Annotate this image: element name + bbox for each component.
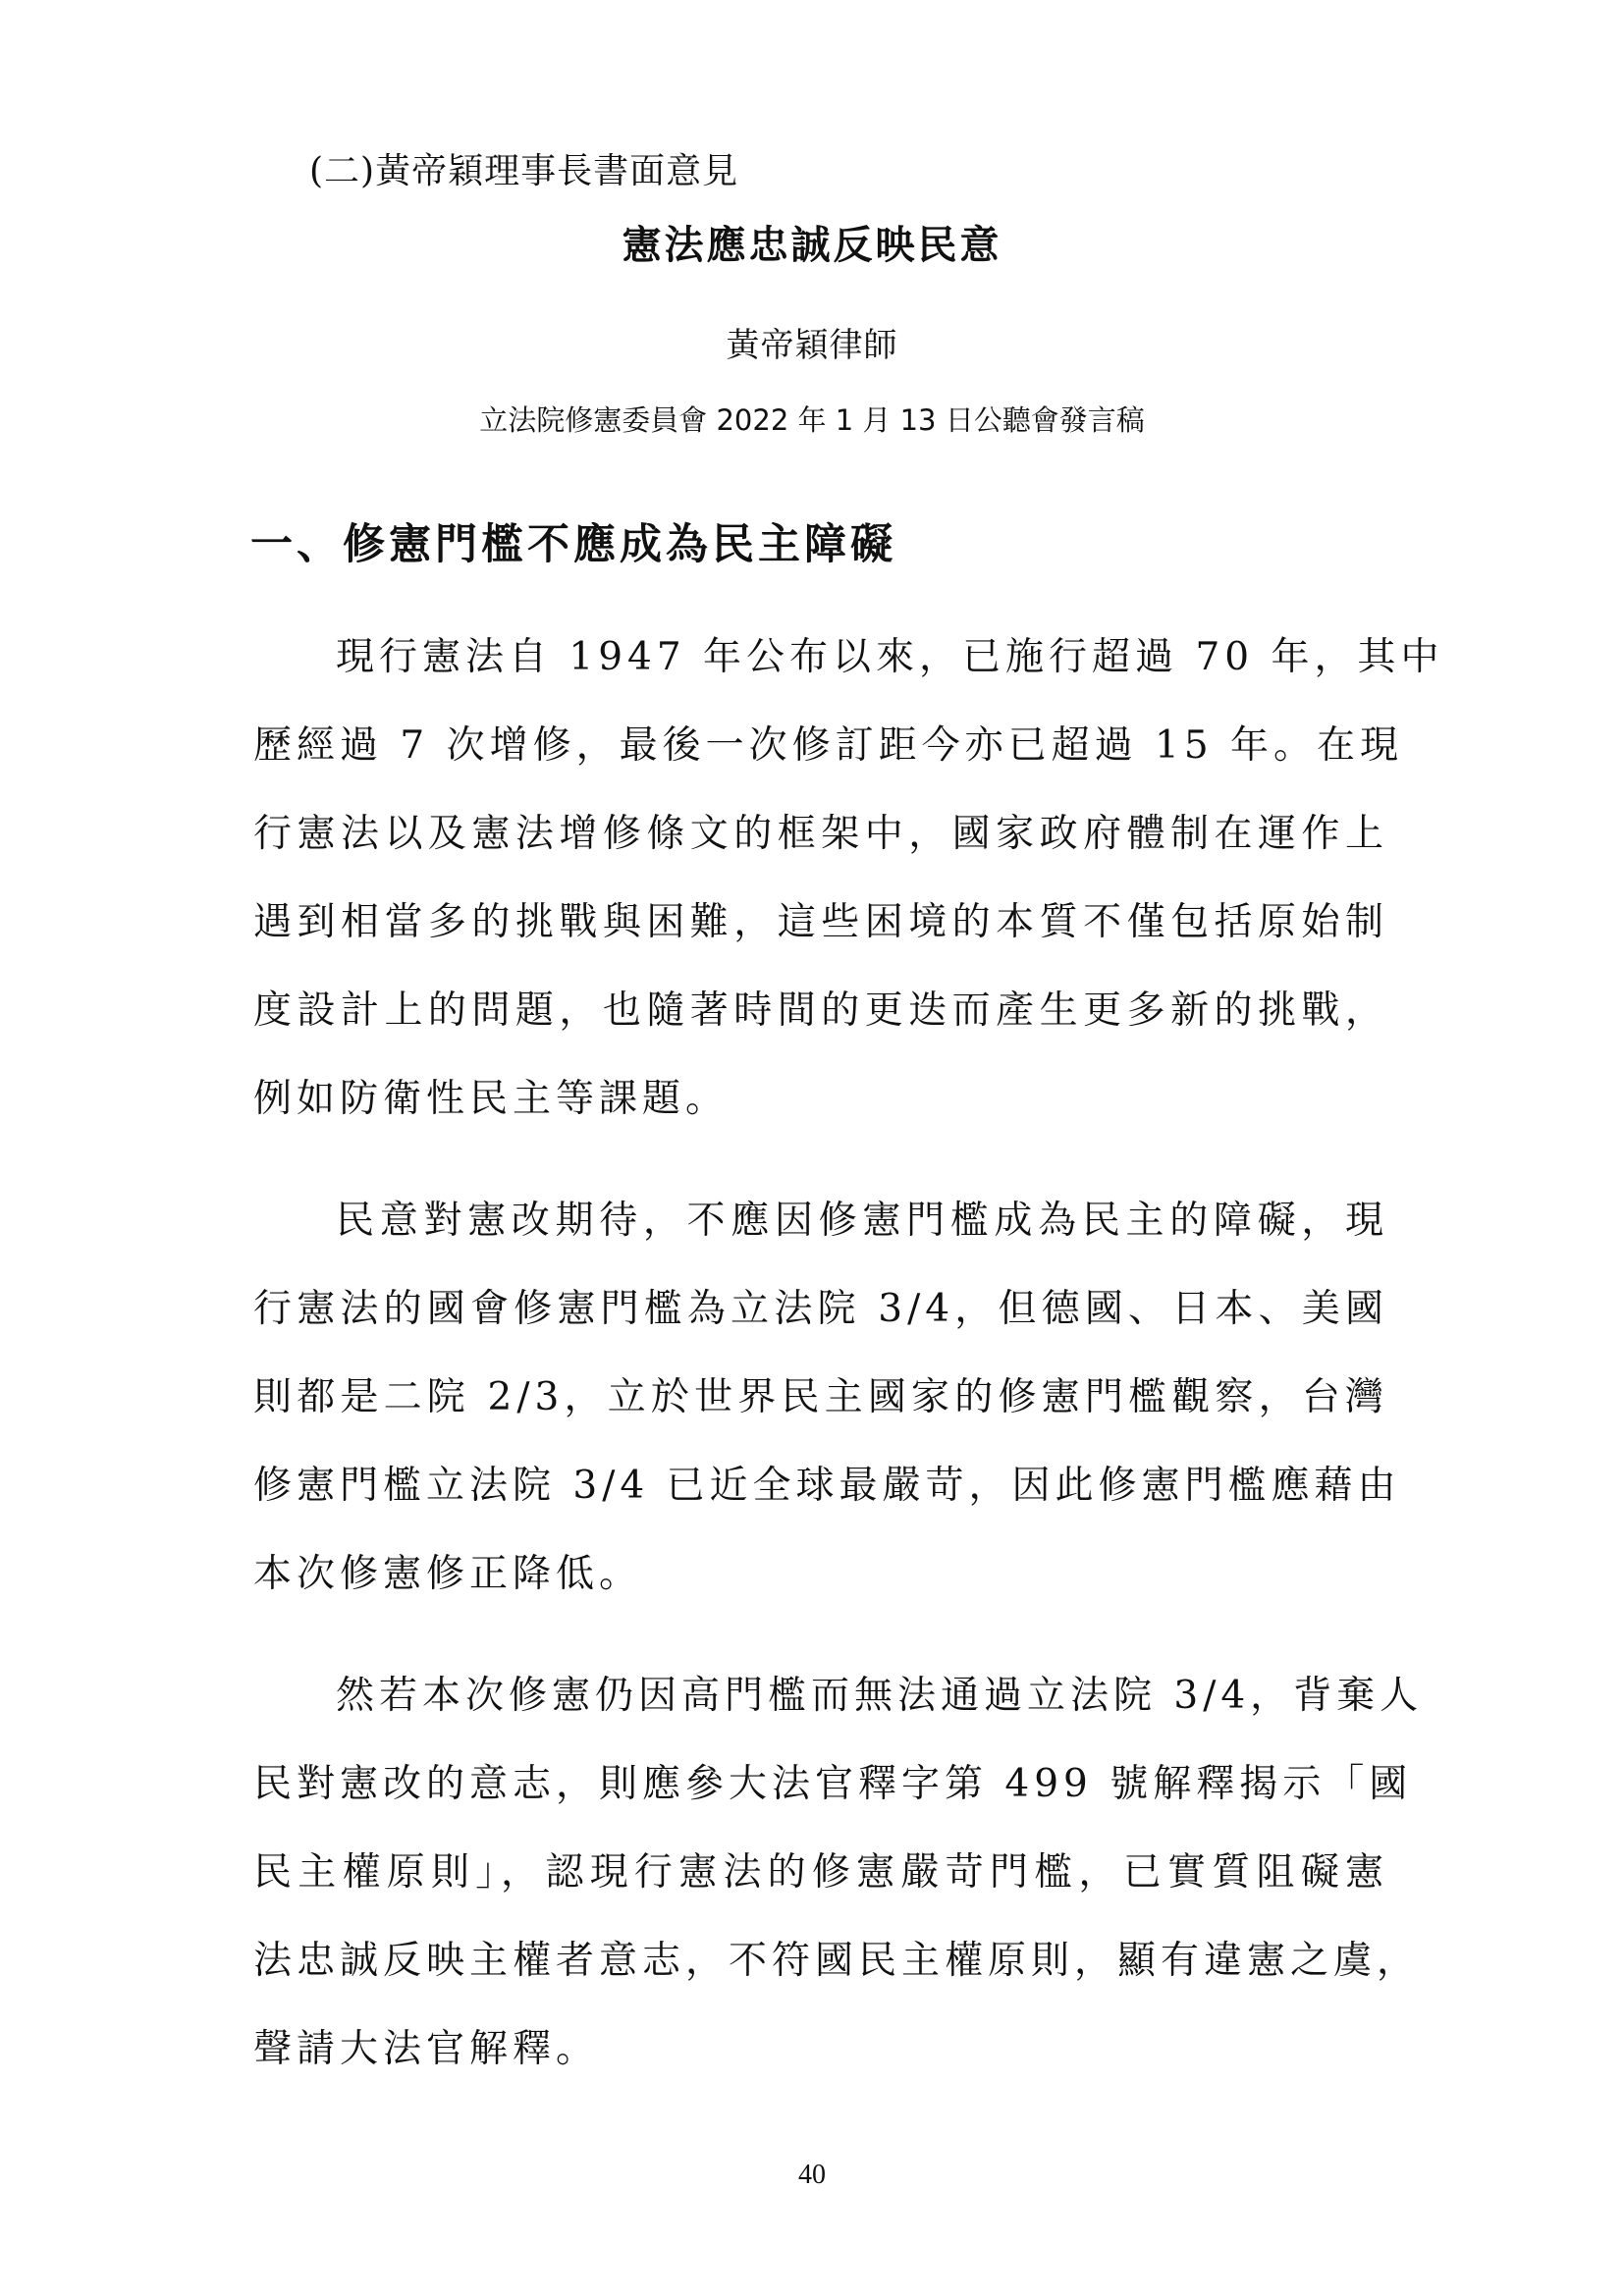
document-title: 憲法應忠誠反映民意 <box>622 222 1002 268</box>
section-label: (二)黃帝穎理事長書面意見 <box>309 151 739 191</box>
text-line: 法忠誠反映主權者意志，不符國民主權原則，顯有違憲之虞， <box>253 1939 1421 1983</box>
text-line: 本次修憲修正降低。 <box>253 1552 643 1596</box>
text-line: 例如防衛性民主等課題。 <box>253 1077 730 1121</box>
text-line: 歷經過 7 次增修，最後一次修訂距今亦已超過 15 年。在現 <box>253 723 1404 768</box>
text-line: 聲請大法官解釋。 <box>253 2027 600 2071</box>
body-text <box>253 614 1444 2127</box>
text-line: 民主權原則」，認現行憲法的修憲嚴苛門檻，已實質阻礙憲 <box>253 1850 1388 1895</box>
text-line: 度設計上的問題，也隨著時間的更迭而產生更多新的挑戰， <box>253 988 1388 1033</box>
text-line: 行憲法的國會修憲門檻為立法院 3/4，但德國、日本、美國 <box>253 1287 1388 1331</box>
text-line: 然若本次修憲仍因高門檻而無法通過立法院 3/4，背棄人 <box>336 1674 1424 1718</box>
author-line: 黃帝穎律師 <box>726 326 898 365</box>
text-line: 遇到相當多的挑戰與困難，這些困境的本質不僅包括原始制 <box>253 900 1388 944</box>
text-line: 民對憲改的意志，則應參大法官釋字第 499 號解釋揭示「國 <box>253 1762 1413 1806</box>
text-line: 現行憲法自 1947 年公布以來，已施行超過 70 年，其中 <box>336 635 1444 679</box>
text-line: 修憲門檻立法院 3/4 已近全球最嚴苛，因此修憲門檻應藉由 <box>253 1464 1401 1508</box>
text-line: 行憲法以及憲法增修條文的框架中，國家政府體制在運作上 <box>253 812 1388 856</box>
paragraph-1 <box>253 614 1444 1144</box>
text-line: 則都是二院 2/3，立於世界民主國家的修憲門檻觀察，台灣 <box>253 1375 1388 1419</box>
section-heading: 一、修憲門檻不應成為民主障礙 <box>250 520 896 569</box>
paragraph-3 <box>253 1652 1424 2094</box>
text-line: 民意對憲改期待，不應因修憲門檻成為民主的障礙，現 <box>336 1199 1388 1243</box>
page-number: 40 <box>798 2160 826 2190</box>
occasion-line: 立法院修憲委員會 2022 年 1 月 13 日公聽會發言稿 <box>479 403 1145 437</box>
paragraph-2 <box>253 1177 1401 1619</box>
